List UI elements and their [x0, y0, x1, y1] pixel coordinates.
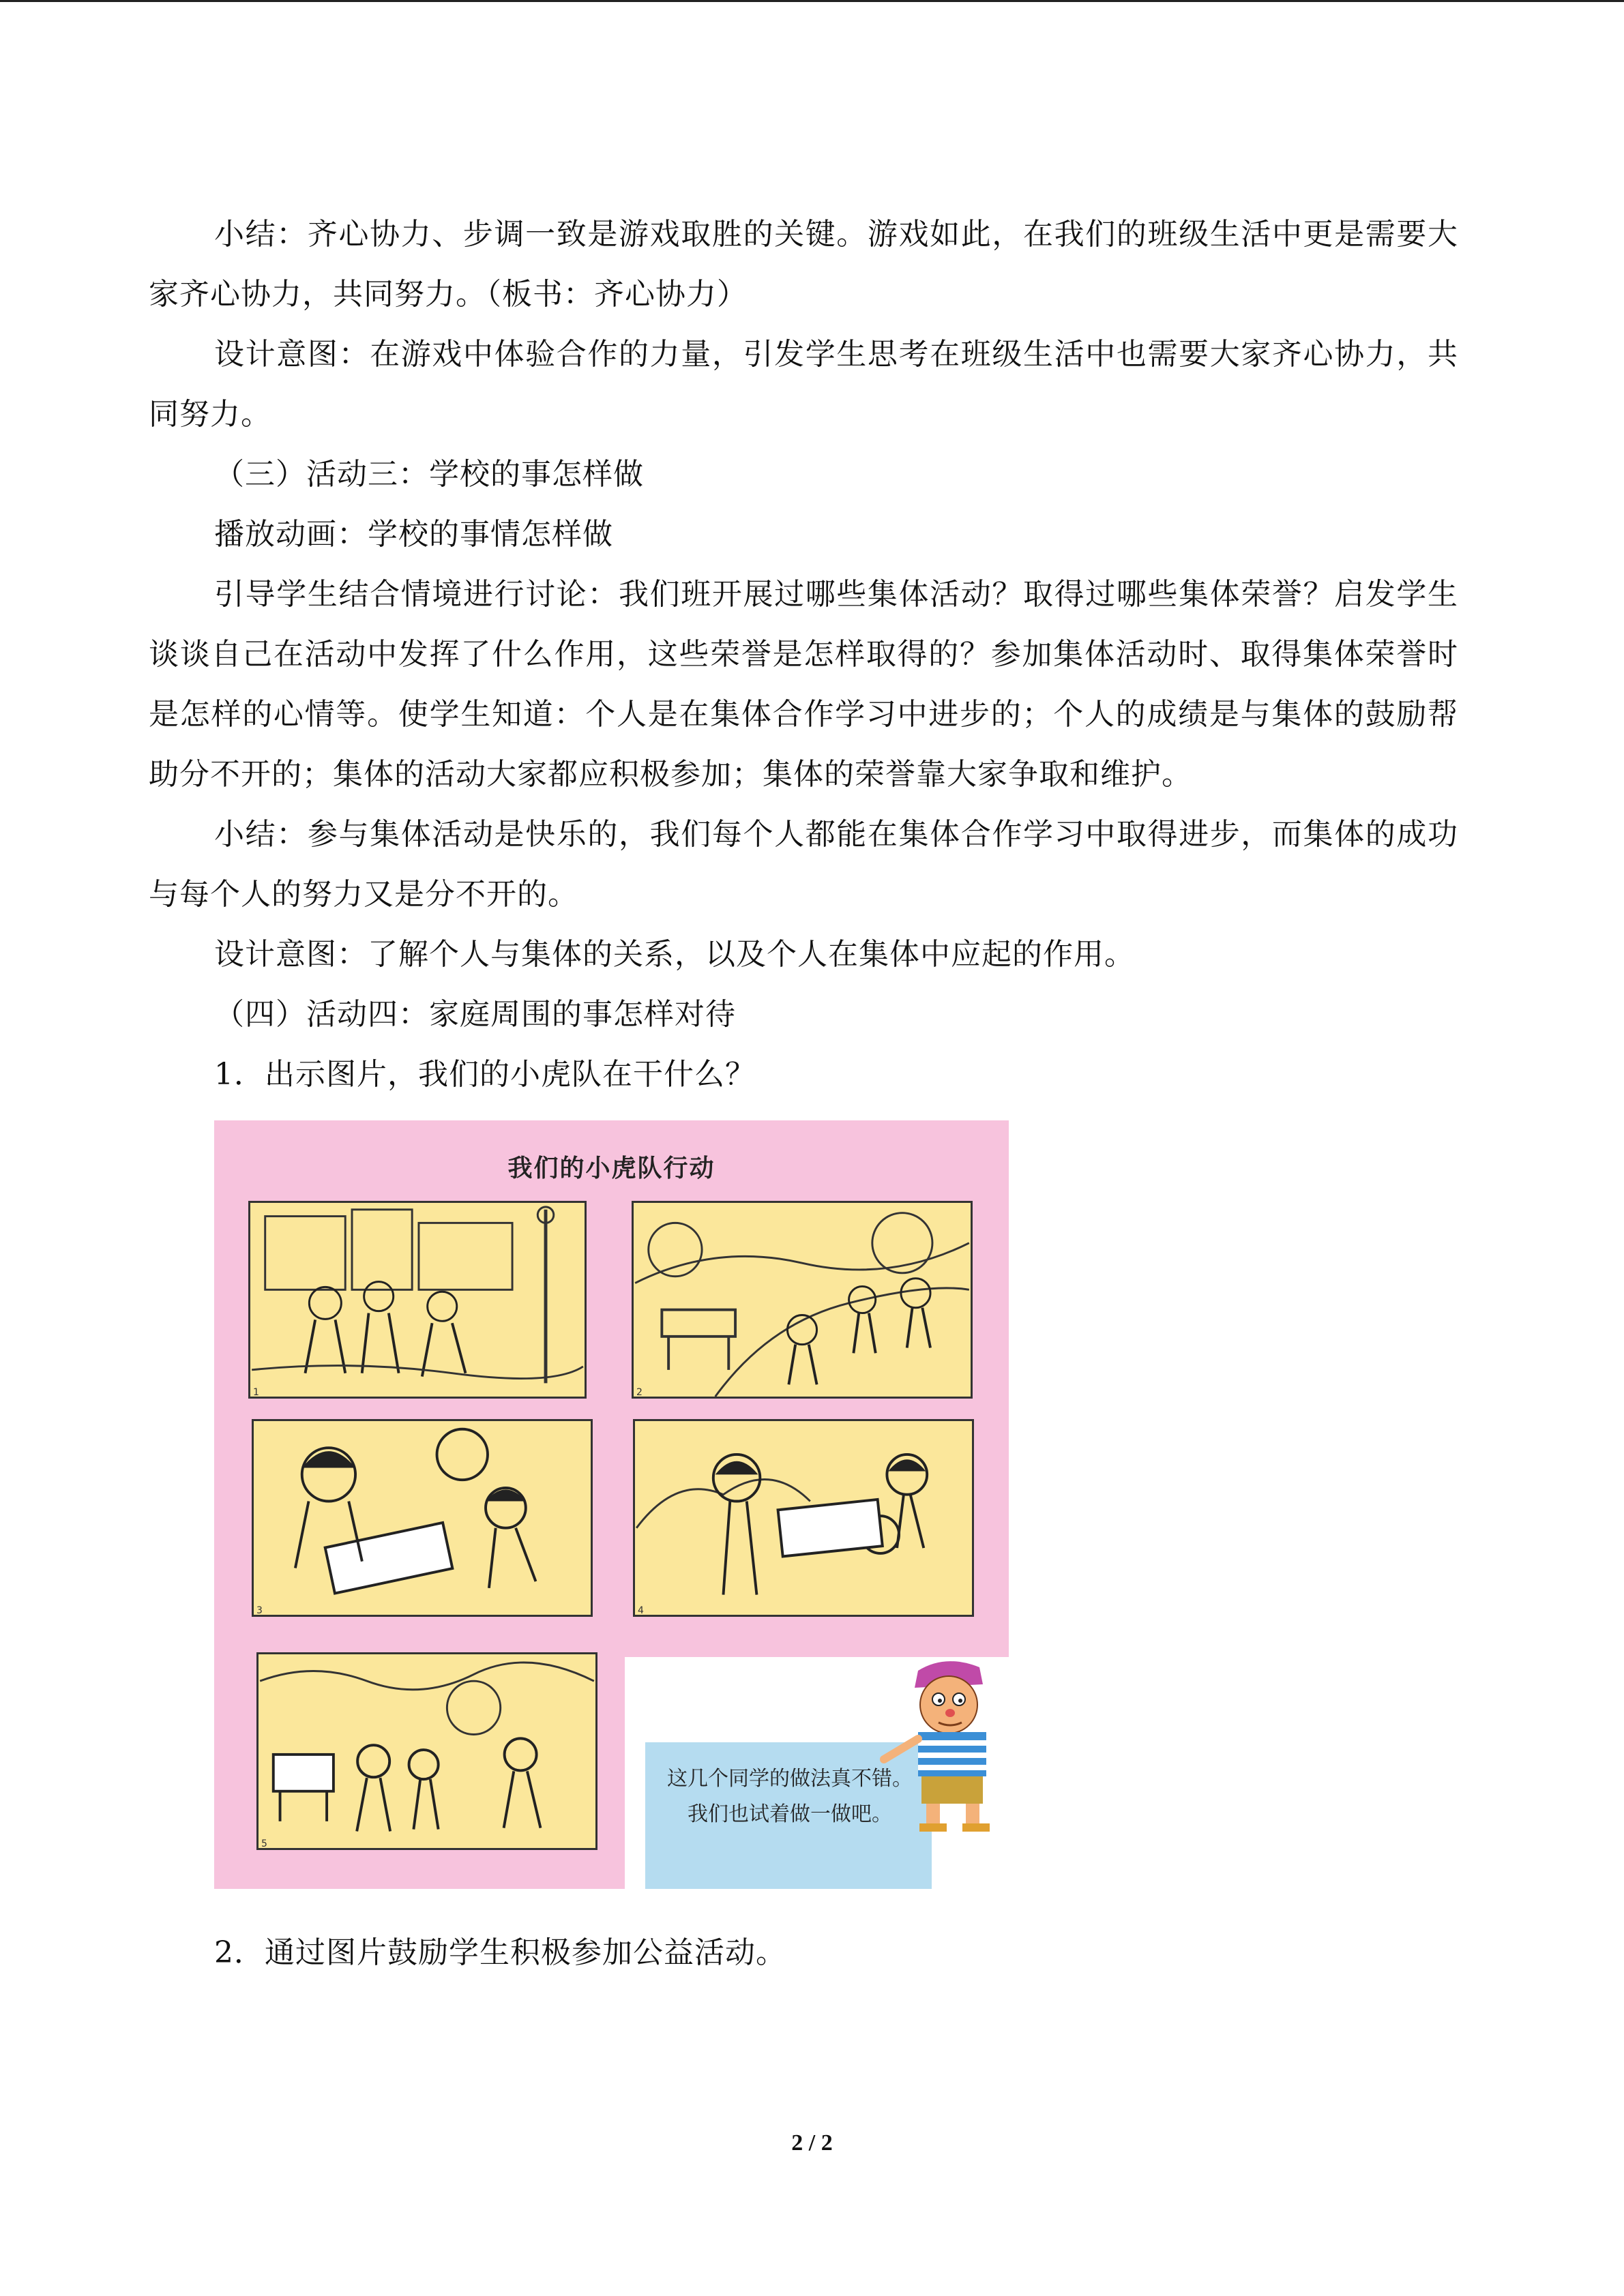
panel-number: 4	[638, 1605, 644, 1616]
tiger-team-illustration	[214, 1120, 1009, 1889]
cartoon-boy-icon	[870, 1657, 1009, 1834]
paragraph-play-animation: 播放动画：学校的事情怎样做	[214, 517, 613, 552]
panel-number: 1	[253, 1387, 259, 1398]
speech-corner	[625, 1657, 1009, 1889]
document-body	[149, 205, 1458, 1105]
figure-title: 我们的小虎队行动	[507, 1154, 715, 1182]
paragraph-discussion: 引导学生结合情境进行讨论：我们班开展过哪些集体活动？取得过哪些集体荣誉？启发学生谈谈自己在活动中发挥了什么作用，这些荣誉是怎样取得的？参加集体活动时、取得集体荣誉时是怎样的心情等。使学生知道：个人是在集体合作学习中进步的；个人的成绩是与集体的鼓励帮助分不开的；集体的活动大家都应积极参加；集体的荣誉靠大家争取和维护。	[149, 577, 1458, 792]
panel-1-drawing	[250, 1203, 585, 1397]
comic-panel-5	[256, 1652, 597, 1850]
paragraph-summary-2: 小结：参与集体活动是快乐的，我们每个人都能在集体合作学习中取得进步，而集体的成功与每个人的努力又是分不开的。	[149, 817, 1458, 912]
comic-panel-4	[633, 1419, 974, 1617]
speech-text: 这几个同学的做法真不错。我们也试着做一做吧。	[667, 1767, 913, 1826]
panel-4-drawing	[635, 1421, 972, 1615]
panel-2-drawing	[634, 1203, 971, 1397]
panel-number: 3	[256, 1605, 263, 1616]
heading-activity-3: （三）活动三：学校的事怎样做	[214, 457, 644, 492]
paragraph-encourage: 2．通过图片鼓励学生积极参加公益活动。	[214, 1935, 786, 1970]
document-body-continued	[149, 1923, 1458, 1983]
comic-panel-3	[252, 1419, 593, 1617]
comic-panel-2	[632, 1201, 973, 1399]
paragraph-summary-1: 小结：齐心协力、步调一致是游戏取胜的关键。游戏如此，在我们的班级生活中更是需要大家齐心协力，共同努力。（板书：齐心协力）	[149, 217, 1458, 312]
panel-number: 2	[636, 1387, 643, 1398]
heading-activity-4: （四）活动四：家庭周围的事怎样对待	[214, 997, 736, 1032]
panel-5-drawing	[259, 1654, 595, 1848]
paragraph-show-picture: 1．出示图片，我们的小虎队在干什么？	[214, 1057, 756, 1092]
page-number: 2 / 2	[791, 2130, 833, 2156]
panel-3-drawing	[254, 1421, 591, 1615]
paragraph-design-intent-1: 设计意图：在游戏中体验合作的力量，引发学生思考在班级生活中也需要大家齐心协力，共同努力。	[149, 337, 1458, 432]
page-top-border	[0, 0, 1624, 2]
paragraph-design-intent-2: 设计意图：了解个人与集体的关系，以及个人在集体中应起的作用。	[214, 937, 1135, 972]
panel-number: 5	[261, 1838, 267, 1849]
comic-panel-1	[248, 1201, 587, 1399]
